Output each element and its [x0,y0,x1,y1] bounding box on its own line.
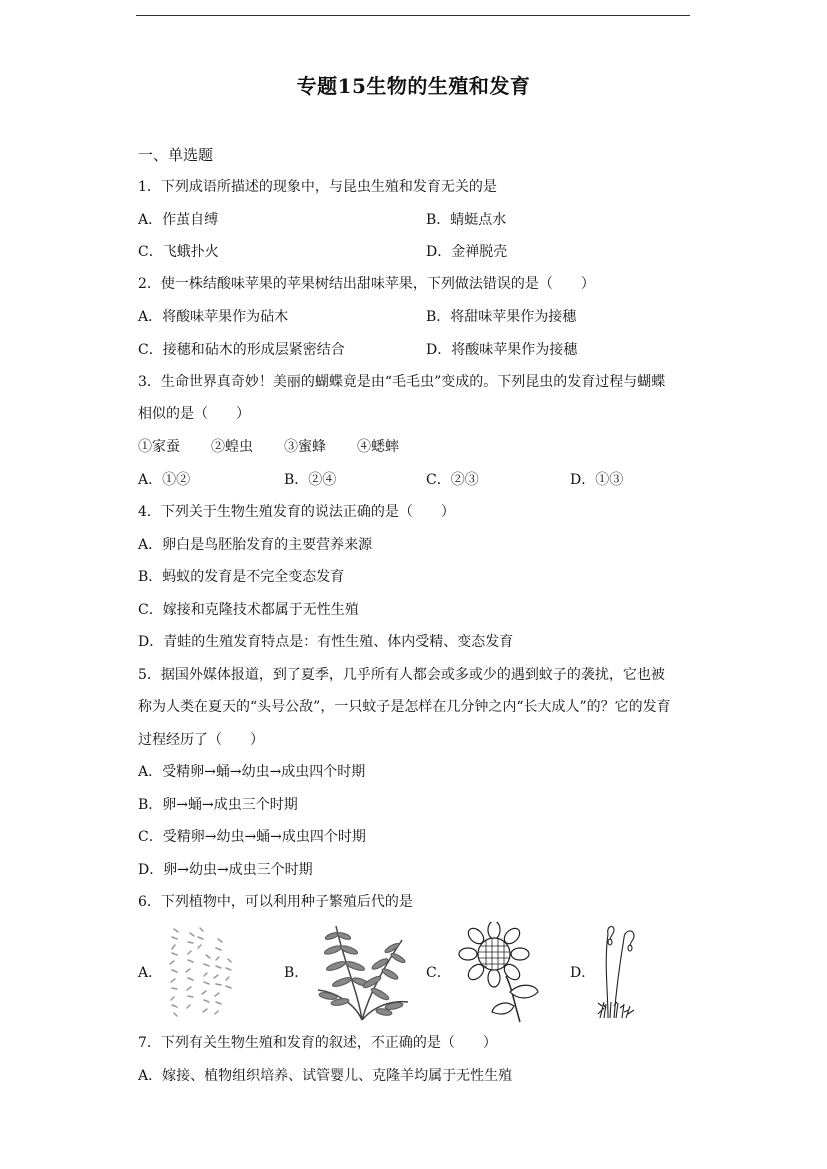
question-5-stem-line-3: 过程经历了（ ） [138,732,264,748]
q4-option-b[interactable]: B．蚂蚁的发育是不完全变态发育 [138,569,345,585]
q2-option-b[interactable]: B．将甜味苹果作为接穗 [426,309,577,325]
q5-option-b[interactable]: B．卵→蛹→成虫三个时期 [138,797,298,813]
question-2-stem: 2．使一株结酸味苹果的苹果树结出甜味苹果，下列做法错误的是（ ） [138,276,595,292]
q7-option-a[interactable]: A．嫁接、植物组织培养、试管婴儿、克隆羊均属于无性生殖 [138,1068,513,1084]
fern-icon [314,922,410,1022]
q2-option-d[interactable]: D．将酸味苹果作为接穗 [426,342,578,358]
q5-option-d[interactable]: D．卵→幼虫→成虫三个时期 [138,862,313,878]
question-5-stem-line-2: 称为人类在夏天的“头号公敌”，一只蚊子是怎样在几分钟之内“长大成人”的？它的发育 [138,699,671,715]
q4-option-d[interactable]: D．青蛙的生殖发育特点是：有性生殖、体内受精、变态发育 [138,634,514,650]
q6-option-c-label[interactable]: C． [426,965,451,981]
question-7-stem: 7．下列有关生物生殖和发育的叙述，不正确的是（ ） [138,1035,497,1051]
q5-option-a[interactable]: A．受精卵→蛹→幼虫→成虫四个时期 [138,764,366,780]
question-3-stem-line-2: 相似的是（ ） [138,406,250,422]
q1-option-a[interactable]: A．作茧自缚 [138,212,219,228]
q4-option-a[interactable]: A．卵白是鸟胚胎发育的主要营养来源 [138,537,373,553]
q4-option-c[interactable]: C．嫁接和克隆技术都属于无性生殖 [138,602,359,618]
q3-item: ②蝗虫 [211,439,253,455]
q3-item: ①家蚕 [138,439,180,455]
question-4-stem: 4．下列关于生物生殖发育的说法正确的是（ ） [138,504,455,520]
q3-option-c[interactable]: C．②③ [426,472,479,488]
q2-option-c[interactable]: C．接穗和砧木的形成层紧密结合 [138,342,345,358]
section-heading: 一、单选题 [138,146,214,164]
page-title: 专题15生物的生殖和发育 [296,74,531,98]
q1-option-c[interactable]: C．飞蛾扑火 [138,244,219,260]
q2-option-a[interactable]: A．将酸味苹果作为砧木 [138,309,289,325]
q3-item: ④蟋蟀 [357,439,399,455]
q1-option-d[interactable]: D．金禅脱壳 [426,244,508,260]
q6-option-b-label[interactable]: B． [284,965,309,981]
question-5-stem-line-1: 5．据国外媒体报道，到了夏季，几乎所有人都会或多或少的遇到蚊子的袭扰，它也被 [138,667,665,683]
q3-item-list [138,437,399,457]
algae-icon [160,925,240,1020]
q3-item: ③蜜蜂 [284,439,326,455]
q6-option-d-label[interactable]: D． [570,965,596,981]
question-6-stem: 6．下列植物中，可以利用种子繁殖后代的是 [138,894,413,910]
question-1-stem: 1．下列成语所描述的现象中，与昆虫生殖和发育无关的是 [138,179,497,195]
q5-option-c[interactable]: C．受精卵→幼虫→蛹→成虫四个时期 [138,829,366,845]
q1-option-b[interactable]: B．蜻蜓点水 [426,212,507,228]
moss-icon [594,922,642,1022]
q3-option-d[interactable]: D．①③ [570,472,624,488]
q3-option-b[interactable]: B．②④ [284,472,337,488]
header-rule [136,15,690,16]
sunflower-icon [450,922,542,1024]
q3-option-a[interactable]: A．①② [138,472,191,488]
question-3-stem-line-1: 3．生命世界真奇妙！美丽的蝴蝶竟是由“毛毛虫”变成的。下列昆虫的发育过程与蝴蝶 [138,374,666,390]
q6-option-a-label[interactable]: A． [138,965,163,981]
